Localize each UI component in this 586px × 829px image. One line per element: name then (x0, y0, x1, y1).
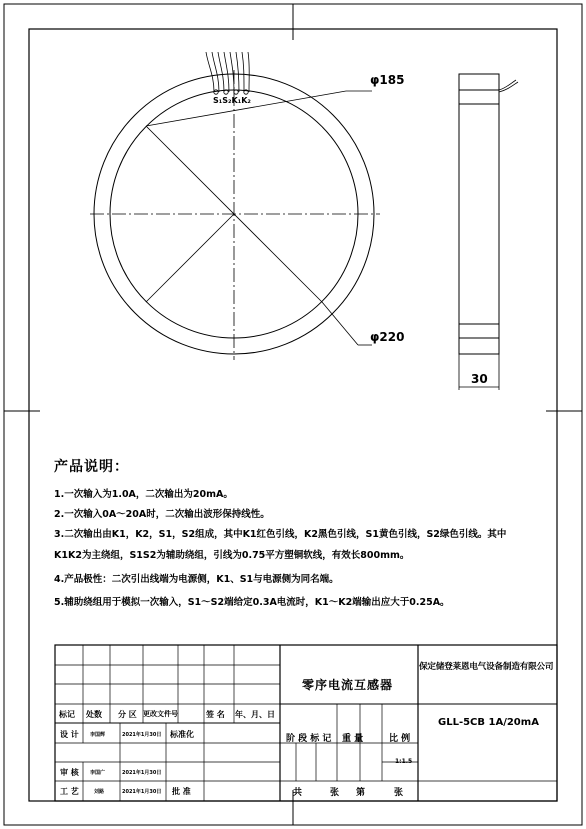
sheets-total-label: 共 (293, 788, 303, 798)
stage-mark-label: 阶 段 标 记 (286, 734, 332, 744)
design-date: 2021年1月30日 (122, 732, 162, 738)
approve-label: 批 准 (172, 787, 191, 796)
design-label: 设 计 (60, 730, 79, 739)
header-zone: 分 区 (118, 710, 137, 719)
header-signature: 签 名 (206, 710, 225, 719)
weight-label: 重 量 (342, 734, 364, 744)
note-line-2: 2.一次输入0A～20A时，二次输出波形保持线性。 (54, 509, 270, 520)
sheets-unit-1: 张 (330, 788, 340, 798)
header-count: 处数 (86, 710, 102, 719)
sheets-unit-2: 张 (394, 788, 404, 798)
outer-border (4, 4, 582, 825)
company-name: 保定储登莱恩电气设备制造有限公司 (419, 662, 554, 672)
process-date: 2021年1月30日 (122, 789, 162, 795)
note-line-1: 1.一次输入为1.0A，二次输出为20mA。 (54, 489, 233, 500)
part-number: GLL-5CB 1A/20mA (438, 717, 539, 728)
product-name: 零序电流互感器 (302, 678, 394, 692)
dim-inner-diameter: φ185 (370, 73, 405, 87)
center-marks (4, 4, 582, 825)
process-label: 工 艺 (60, 787, 79, 796)
dim-thickness: 30 (471, 372, 488, 386)
scale-value: 1:1.5 (395, 758, 413, 765)
scale-label: 比 例 (389, 734, 411, 744)
note-line-5: 4.产品极性：二次引出线端为电源侧，K1、S1与电源侧为同名端。 (54, 574, 339, 585)
sheet-no-label: 第 (356, 788, 366, 798)
header-change-doc: 更改文件号 (143, 710, 178, 718)
note-line-4: K1K2为主绕组，S1S2为辅助绕组，引线为0.75平方塑铜软线，有效长800mm。 (54, 550, 410, 561)
review-label: 审 核 (60, 768, 79, 777)
ring-front-view (90, 70, 380, 360)
inner-frame (29, 29, 557, 801)
review-name: 李国广 (90, 770, 106, 776)
process-name: 刘路 (94, 789, 105, 795)
review-date: 2021年1月30日 (122, 770, 162, 776)
standardize-label: 标准化 (170, 730, 194, 739)
dim-outer-diameter: φ220 (370, 330, 405, 344)
lead-wires (206, 52, 249, 94)
header-mark: 标记 (59, 710, 75, 719)
wire-labels: S₁S₂K₁K₂ (213, 96, 251, 105)
notes-title: 产品说明： (54, 459, 129, 475)
header-date: 年、月、日 (235, 710, 275, 719)
ring-side-view (459, 74, 518, 390)
note-line-6: 5.辅助绕组用于模拟一次输入，S1～S2端给定0.3A电流时，K1～K2端输出应大于0.25A。 (54, 597, 450, 608)
design-name: 李国辉 (90, 732, 106, 738)
note-line-3: 3.二次输出由K1，K2，S1，S2组成，其中K1红色引线，K2黑色引线，S1黄色引线，S2绿色引线。其中 (54, 529, 507, 540)
